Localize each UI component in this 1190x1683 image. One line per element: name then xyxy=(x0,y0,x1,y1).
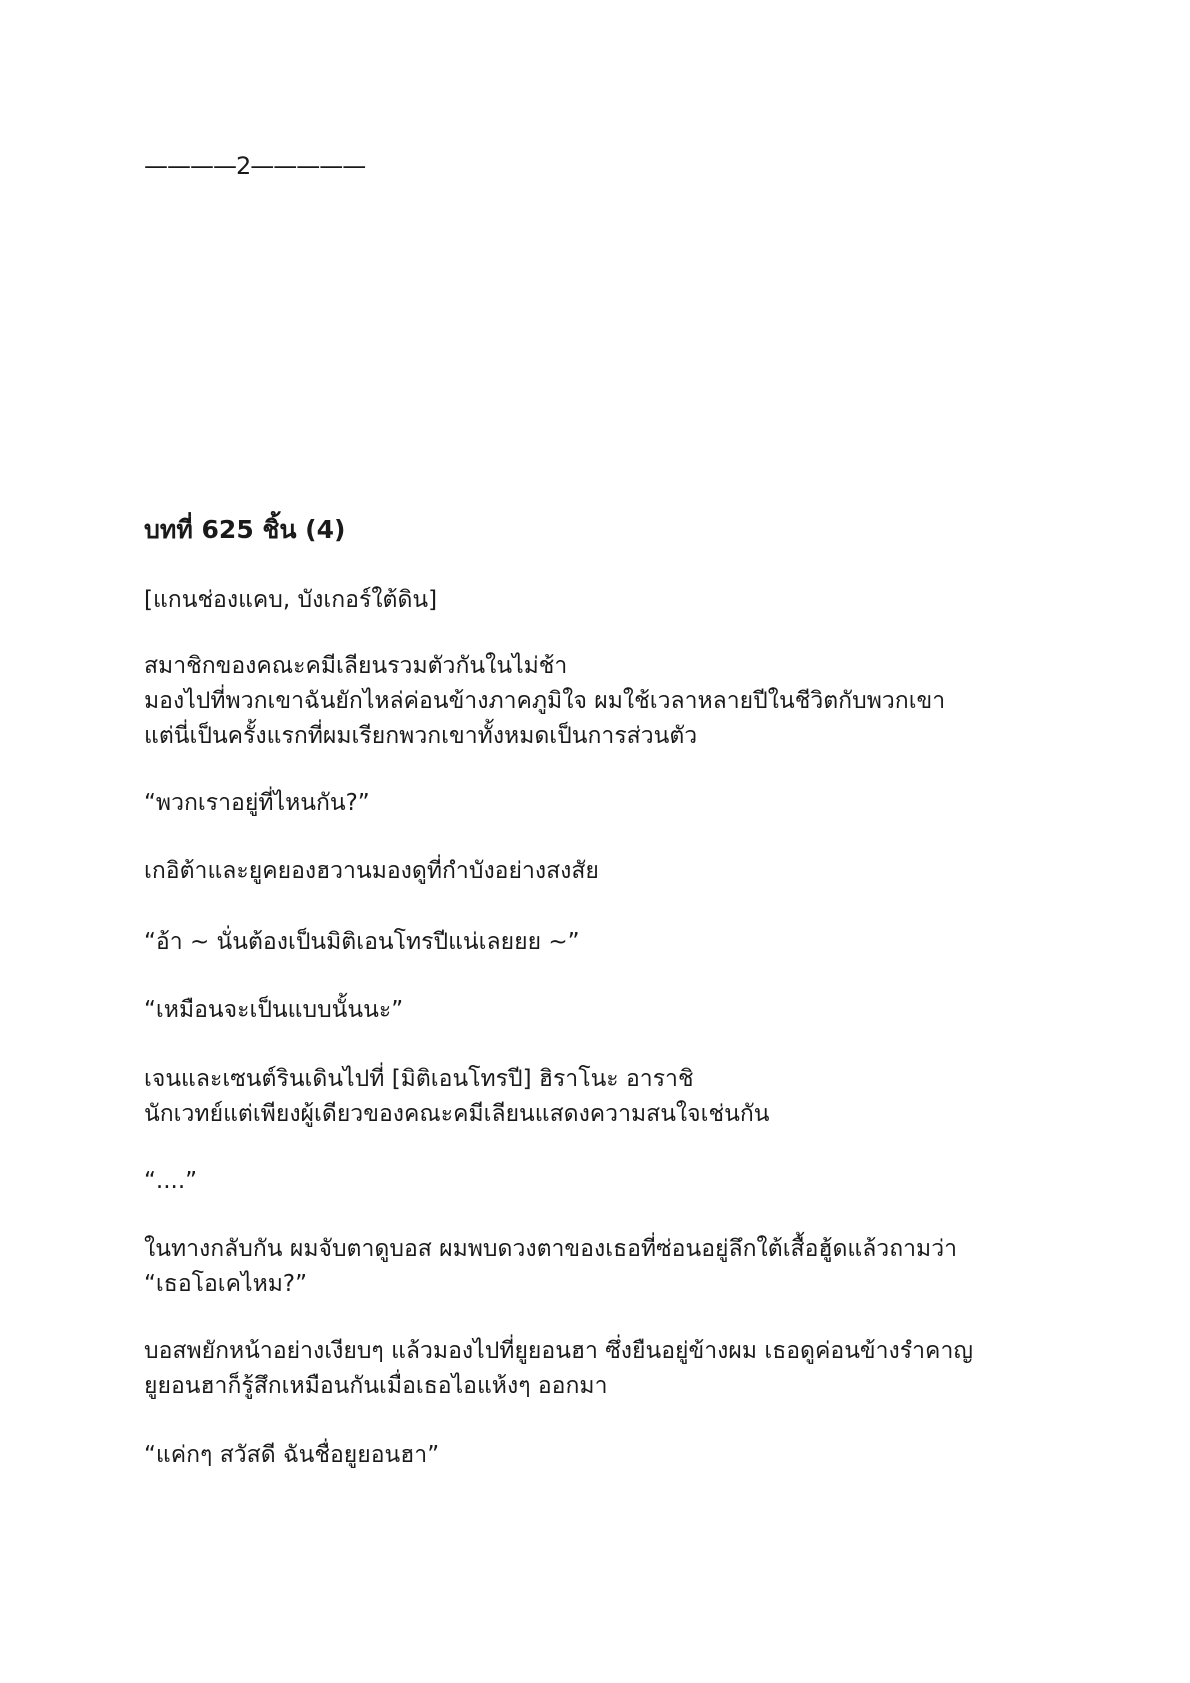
text-line: ยูยอนฮาก็รู้สึกเหมือนกันเมื่อเธอไอแห้งๆ ออกมา xyxy=(144,1373,608,1399)
text-line: “อ้า ~ นั่นต้องเป็นมิติเอนโทรปีแน่เลยยย ~” xyxy=(144,929,580,955)
paragraph-dialogue xyxy=(144,1438,1064,1473)
paragraph-narration xyxy=(144,854,1064,889)
text-line: เจนและเซนต์รินเดินไปที่ [มิติเอนโทรปี] ฮิราโนะ อาราชิ xyxy=(144,1066,694,1092)
paragraph-gathering xyxy=(144,649,1064,754)
text-line: บอสพยักหน้าอย่างเงียบๆ แล้วมองไปที่ยูยอนฮา ซึ่งยืนอยู่ข้างผม เธอดูค่อนข้างรำคาญ xyxy=(144,1338,973,1364)
paragraph-dialogue xyxy=(144,1164,1064,1199)
paragraph-dialogue xyxy=(144,993,1064,1028)
text-line: “เธอโอเคไหม?” xyxy=(144,1271,308,1297)
text-line: “เหมือนจะเป็นแบบนั้นนะ” xyxy=(144,997,404,1023)
text-line: มองไปที่พวกเขาฉันยักไหล่ค่อนข้างภาคภูมิใจ ผมใช้เวลาหลายปีในชีวิตกับพวกเขา xyxy=(144,688,946,714)
paragraph-location xyxy=(144,583,1064,618)
paragraph-narration xyxy=(144,1232,1064,1302)
page-separator: ————2————— xyxy=(144,152,366,180)
text-line: แต่นี่เป็นครั้งแรกที่ผมเรียกพวกเขาทั้งหมดเป็นการส่วนตัว xyxy=(144,723,698,749)
paragraph-narration xyxy=(144,1062,1064,1132)
text-line: ในทางกลับกัน ผมจับตาดูบอส ผมพบดวงตาของเธอที่ซ่อนอยู่ลึกใต้เสื้อฮู้ดแล้วถามว่า xyxy=(144,1236,958,1262)
text-line: เกอิต้าและยูคยองฮวานมองดูที่กำบังอย่างสงสัย xyxy=(144,858,599,884)
paragraph-dialogue xyxy=(144,925,1064,960)
text-line: นักเวทย์แต่เพียงผู้เดียวของคณะคมีเลียนแสดงความสนใจเช่นกัน xyxy=(144,1101,770,1127)
chapter-title: บทที่ 625 ชิ้น (4) xyxy=(144,515,346,544)
paragraph-dialogue xyxy=(144,786,1064,821)
text-line: [แกนช่องแคบ, บังเกอร์ใต้ดิน] xyxy=(144,587,438,613)
text-line: สมาชิกของคณะคมีเลียนรวมตัวกันในไม่ช้า xyxy=(144,653,568,679)
text-line: “....” xyxy=(144,1168,198,1194)
text-line: “แค่กๆ สวัสดี ฉันชื่อยูยอนฮา” xyxy=(144,1442,440,1468)
text-line: “พวกเราอยู่ที่ไหนกัน?” xyxy=(144,790,370,816)
paragraph-narration xyxy=(144,1334,1064,1404)
